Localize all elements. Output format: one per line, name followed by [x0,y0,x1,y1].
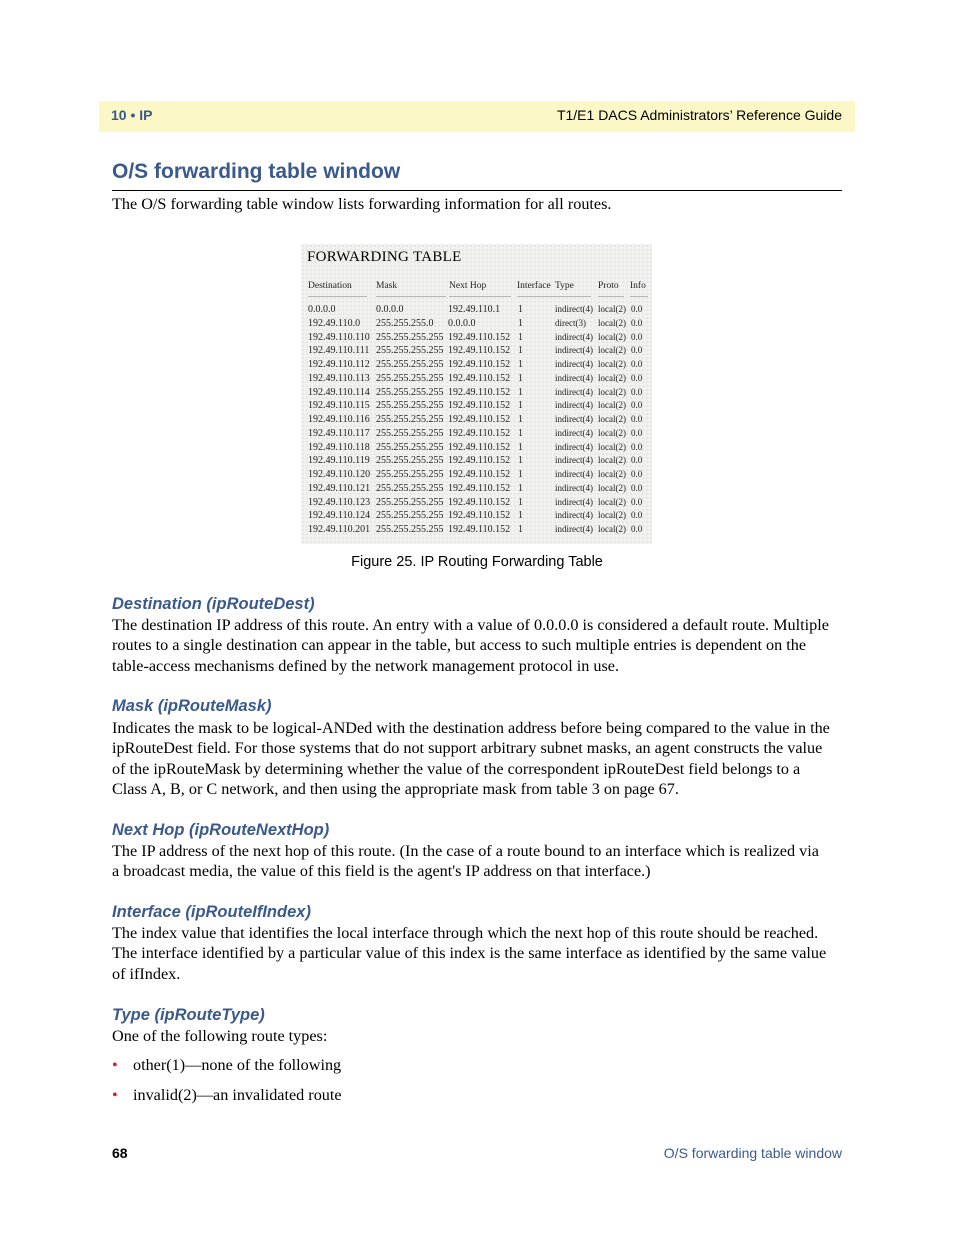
cell-next-hop: 192.49.110.152 [448,482,511,494]
cell-interface: 1 [518,345,523,357]
heading-destination: Destination (ipRouteDest) [112,595,315,613]
cell-info: 0.0 [631,482,643,493]
cell-type: indirect(4) [555,304,593,314]
cell-mask: 255.255.255.255 [376,469,444,480]
cell-mask: 255.255.255.255 [376,427,444,439]
table-row [301,359,652,373]
cell-next-hop: 192.49.110.152 [448,427,511,439]
column-header-proto: Proto [598,281,619,291]
text-line: The index value that identifies the local interface through which the next hop of this route should be reached. [112,924,819,942]
cell-destination: 192.49.110.124 [308,510,371,522]
cell-destination: 192.49.110.115 [308,400,370,412]
table-row [301,455,652,469]
header-underline [630,296,648,297]
cell-mask: 255.255.255.255 [376,372,444,384]
cell-info: 0.0 [631,372,643,383]
paragraph-next-hop [112,841,842,882]
cell-proto: local(2) [598,482,626,493]
cell-info: 0.0 [631,400,643,411]
cell-type: indirect(4) [555,345,593,356]
table-row [301,414,652,428]
chapter-label: 10 • IP [111,107,153,123]
cell-type: indirect(4) [555,510,593,521]
table-row [301,510,652,524]
cell-info: 0.0 [631,359,643,369]
cell-destination: 192.49.110.116 [308,414,370,425]
cell-info: 0.0 [631,496,643,507]
table-row [301,318,652,332]
cell-interface: 1 [518,524,523,535]
text-line: One of the following route types: [112,1027,328,1045]
cell-next-hop: 192.49.110.152 [448,496,511,508]
cell-destination: 192.49.110.119 [308,455,370,467]
cell-info: 0.0 [631,317,643,328]
cell-next-hop: 192.49.110.152 [448,400,511,412]
cell-info: 0.0 [631,510,643,521]
header-underline [376,296,446,297]
cell-type: indirect(4) [555,427,593,438]
cell-destination: 192.49.110.114 [308,386,370,398]
paragraph-mask [112,718,842,799]
cell-next-hop: 192.49.110.152 [448,469,511,480]
table-row [301,497,652,511]
cell-mask: 255.255.255.255 [376,386,444,398]
text-line: The IP address of the next hop of this route. (In the case of a route bound to an interface which is realized via [112,842,819,860]
cell-destination: 192.49.110.110 [308,331,370,343]
cell-mask: 255.255.255.255 [376,496,444,508]
cell-proto: local(2) [598,372,626,383]
cell-destination: 192.49.110.0 [308,317,361,329]
column-header-mask: Mask [376,281,398,291]
cell-proto: local(2) [598,331,626,342]
header-underline [598,296,624,297]
bullet-text: other(1)—none of the following [133,1056,342,1074]
header-underline [517,296,591,297]
cell-proto: local(2) [598,469,626,479]
cell-next-hop: 192.49.110.152 [448,345,511,357]
cell-interface: 1 [518,496,523,508]
figure-caption: Figure 25. IP Routing Forwarding Table [351,554,603,570]
cell-info: 0.0 [631,304,643,314]
paragraph-type [112,1026,842,1046]
cell-destination: 192.49.110.120 [308,469,371,480]
cell-type: indirect(4) [555,469,593,479]
heading-next-hop: Next Hop (ipRouteNextHop) [112,821,330,839]
bullet-icon: • [112,1056,118,1074]
cell-interface: 1 [518,317,523,329]
cell-destination: 192.49.110.113 [308,372,370,384]
cell-proto: local(2) [598,496,626,507]
cell-proto: local(2) [598,427,626,438]
cell-destination: 192.49.110.117 [308,427,370,439]
cell-mask: 0.0.0.0 [376,304,404,315]
cell-mask: 255.255.255.255 [376,331,444,343]
cell-next-hop: 192.49.110.152 [448,455,511,467]
cell-next-hop: 0.0.0.0 [448,317,476,329]
cell-type: direct(3) [555,317,586,328]
cell-interface: 1 [518,482,523,494]
cell-mask: 255.255.255.255 [376,441,444,453]
table-row [301,304,652,318]
running-header [99,101,855,132]
text-line: ipRouteDest field. For those systems that do not support arbitrary subnet masks, an agent constructs the value [112,739,823,758]
cell-info: 0.0 [631,469,643,479]
cell-type: indirect(4) [555,386,593,397]
column-header-interface: Interface [517,281,551,291]
cell-proto: local(2) [598,524,626,534]
cell-next-hop: 192.49.110.1 [448,304,501,315]
table-row [301,387,652,401]
text-line: The interface identified by a particular value of this index is the same interface as identified by the same value [112,944,827,963]
table-row [301,442,652,456]
cell-destination: 192.49.110.112 [308,359,370,370]
table-row [301,400,652,414]
cell-proto: local(2) [598,386,626,397]
text-line: Class A, B, or C network, and then using the appropriate mask from table 3 on page 67. [112,779,679,798]
paragraph-interface [112,923,842,984]
cell-next-hop: 192.49.110.152 [448,441,511,453]
cell-interface: 1 [518,304,523,315]
cell-type: indirect(4) [555,524,593,534]
cell-next-hop: 192.49.110.152 [448,510,511,522]
text-line: routes to a single destination can appear in the table, but access to such multiple entries is dependent on the [112,636,807,655]
cell-mask: 255.255.255.255 [376,524,444,535]
cell-proto: local(2) [598,345,626,356]
cell-mask: 255.255.255.255 [376,455,444,467]
cell-next-hop: 192.49.110.152 [448,359,511,370]
heading-type: Type (ipRouteType) [112,1006,265,1024]
cell-type: indirect(4) [555,400,593,411]
cell-info: 0.0 [631,331,643,342]
cell-type: indirect(4) [555,441,593,452]
cell-mask: 255.255.255.255 [376,414,444,425]
title-rule [112,190,842,191]
cell-destination: 192.49.110.111 [308,345,370,357]
footer-section-title: O/S forwarding table window [663,1145,842,1161]
cell-destination: 0.0.0.0 [308,304,336,315]
paragraph-destination [112,615,842,676]
heading-mask: Mask (ipRouteMask) [112,697,272,715]
cell-interface: 1 [518,359,523,370]
intro-paragraph: The O/S forwarding table window lists forwarding information for all routes. [112,195,612,213]
cell-info: 0.0 [631,455,643,466]
bullet-text: invalid(2)—an invalidated route [133,1086,342,1104]
cell-proto: local(2) [598,455,626,466]
text-line: a broadcast media, the value of this field is the agent's IP address on that interface.) [112,862,651,881]
section-title: O/S forwarding table window [112,160,401,183]
table-row [301,524,652,538]
forwarding-table-title: FORWARDING TABLE [307,249,462,265]
column-header-next-hop: Next Hop [449,281,487,291]
cell-next-hop: 192.49.110.152 [448,524,511,535]
cell-mask: 255.255.255.255 [376,345,444,357]
cell-type: indirect(4) [555,482,593,493]
cell-info: 0.0 [631,427,643,438]
table-row [301,428,652,442]
heading-interface: Interface (ipRouteIfIndex) [112,903,311,921]
cell-interface: 1 [518,331,523,343]
cell-interface: 1 [518,386,523,398]
cell-type: indirect(4) [555,496,593,507]
bullet-icon: • [112,1086,118,1104]
page-number: 68 [112,1145,128,1161]
cell-interface: 1 [518,441,523,453]
cell-interface: 1 [518,510,523,522]
table-row [301,483,652,497]
cell-interface: 1 [518,414,523,425]
cell-mask: 255.255.255.0 [376,317,434,329]
cell-type: indirect(4) [555,372,593,383]
cell-next-hop: 192.49.110.152 [448,372,511,384]
text-line: of the ipRouteMask by determining whether the value of the correspondent ipRouteDest field belongs to a [112,759,801,778]
cell-proto: local(2) [598,317,626,328]
cell-interface: 1 [518,427,523,439]
column-header-destination: Destination [308,281,352,291]
table-row [301,373,652,387]
cell-interface: 1 [518,469,523,480]
text-line: of ifIndex. [112,964,181,983]
cell-proto: local(2) [598,510,626,521]
cell-proto: local(2) [598,414,626,424]
cell-interface: 1 [518,400,523,412]
cell-next-hop: 192.49.110.152 [448,414,511,425]
cell-interface: 1 [518,455,523,467]
cell-destination: 192.49.110.201 [308,524,371,535]
cell-destination: 192.49.110.118 [308,441,370,453]
text-line: table-access mechanisms defined by the network management protocol in use. [112,656,620,675]
cell-type: indirect(4) [555,331,593,342]
cell-proto: local(2) [598,359,626,369]
cell-next-hop: 192.49.110.152 [448,386,511,398]
cell-proto: local(2) [598,400,626,411]
column-header-info: Info [630,281,646,291]
cell-mask: 255.255.255.255 [376,359,444,370]
text-line: The destination IP address of this route. An entry with a value of 0.0.0.0 is considered a default route. Multiple [112,616,829,634]
column-header-type: Type [555,281,574,291]
header-underline [449,296,511,297]
cell-type: indirect(4) [555,414,593,424]
forwarding-table-screenshot [301,244,652,544]
cell-destination: 192.49.110.123 [308,496,371,508]
guide-title: T1/E1 DACS Administrators’ Reference Guide [556,107,842,123]
table-row [301,332,652,346]
cell-mask: 255.255.255.255 [376,482,444,494]
header-underline [308,296,367,297]
cell-info: 0.0 [631,441,643,452]
cell-proto: local(2) [598,441,626,452]
cell-type: indirect(4) [555,455,593,466]
cell-mask: 255.255.255.255 [376,400,444,412]
text-line: Indicates the mask to be logical-ANDed with the destination address before being compared to the value in the [112,719,830,737]
cell-next-hop: 192.49.110.152 [448,331,511,343]
cell-mask: 255.255.255.255 [376,510,444,522]
cell-interface: 1 [518,372,523,384]
cell-type: indirect(4) [555,359,593,369]
cell-info: 0.0 [631,414,643,424]
cell-info: 0.0 [631,386,643,397]
cell-proto: local(2) [598,304,626,314]
cell-info: 0.0 [631,524,643,534]
table-row [301,345,652,359]
cell-destination: 192.49.110.121 [308,482,371,494]
table-row [301,469,652,483]
cell-info: 0.0 [631,345,643,356]
